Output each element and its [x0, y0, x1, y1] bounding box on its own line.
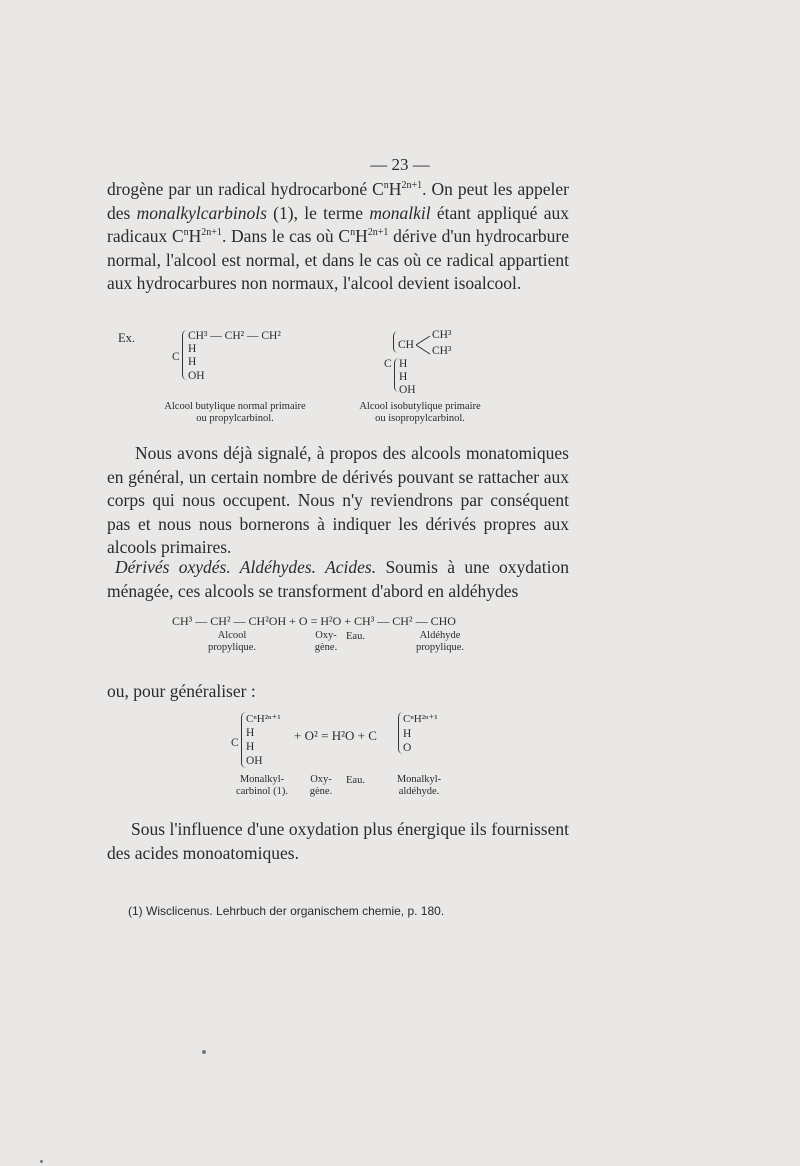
footnote: (1) Wisclicenus. Lehrbuch der organischem chemie, p. 180. [128, 904, 445, 918]
paragraph-2: Nous avons déjà signalé, à propos des alcools monatomiques en général, un certain nombre de dérivés pouvant se rattacher aux corps qui nous occupent. Nous n'y reviendrons par conséquent pas et nous nous bornerons à indiquer les dérivés propres aux alcools primaires. [107, 443, 569, 557]
formula-ch: CH [398, 339, 414, 351]
example-label: Ex. [118, 331, 136, 345]
formula-radical: CⁿH²ⁿ⁺¹ [246, 713, 281, 725]
equation-label: Oxy- gène. [314, 630, 338, 653]
formula-h: H [399, 358, 408, 370]
equation-label: Aldéhyde propylique. [415, 630, 465, 653]
equation-line: CH³ — CH² — CH²OH + O = H²O + CH³ — CH² — CHO [172, 614, 456, 628]
equation-label: Monalkyl- carbinol (1). [236, 774, 288, 797]
formula-ch3: CH³ [432, 345, 452, 357]
formula-oh: OH [399, 384, 416, 396]
formula-oh: OH [188, 370, 205, 382]
formula-o: O [403, 742, 412, 754]
equation-label: Alcool propylique. [207, 630, 257, 653]
formula-oh: OH [246, 755, 263, 767]
equation-label: Eau. [346, 775, 365, 786]
paragraph-3: Dérivés oxydés. Aldéhydes. Acides. Soumis à une oxydation ménagée, ces alcools se transforment d'abord en aldéhydes [107, 557, 570, 601]
formula-caption: Alcool isobutylique primaire ou isopropylcarbinol. [359, 401, 481, 424]
formula-h: H [188, 343, 197, 355]
formula-ch3: CH³ [432, 329, 452, 341]
formula-caption: Alcool butylique normal primaire ou propylcarbinol. [164, 401, 306, 424]
paper-speck [40, 1160, 43, 1163]
formula-h: H [188, 356, 197, 368]
formula-chain: CH³ — CH² — CH² [188, 330, 281, 342]
page-number: — 23 — [370, 155, 430, 174]
formula-branch [416, 333, 432, 357]
paper-speck [202, 1050, 206, 1054]
formula-brace [182, 330, 187, 380]
equation-label: Oxy- gène. [309, 774, 333, 797]
equation-middle: + O² = H²O + C [294, 728, 377, 743]
paragraph-5: Sous l'influence d'une oxydation plus énergique ils fournissent des acides monoatomiques. [107, 819, 569, 863]
formula-radical: CⁿH²ⁿ⁺¹ [403, 713, 438, 725]
section-title: Dérivés oxydés. Aldéhydes. Acides. [115, 557, 377, 577]
formula-h: H [403, 728, 412, 740]
paragraph-4: ou, pour généraliser : [107, 681, 256, 701]
formula-carbon: C [384, 358, 392, 370]
paragraph-1: drogène par un radical hydrocarboné $C^nH^{2n+1}$. On peut les appeler des monalkylcarbinols (1), le terme monalkil étant appliqué aux radicaux $C^nH^{2n+1}$. Dans le cas où $C^nH^{2n+1}$ dérive d'un hydrocarbure normal, l'alcool est normal, et dans le cas où ce radical appartient aux hydrocarbures non normaux, l'alcool devient isoalcool. [107, 179, 569, 293]
formula-carbon: C [231, 737, 239, 749]
formula-h: H [246, 727, 255, 739]
equation-label: Monalkyl- aldéhyde. [396, 774, 442, 797]
equation-label: Eau. [346, 631, 365, 642]
formula-h: H [399, 371, 408, 383]
formula-h: H [246, 741, 255, 753]
formula-carbon: C [172, 351, 180, 363]
